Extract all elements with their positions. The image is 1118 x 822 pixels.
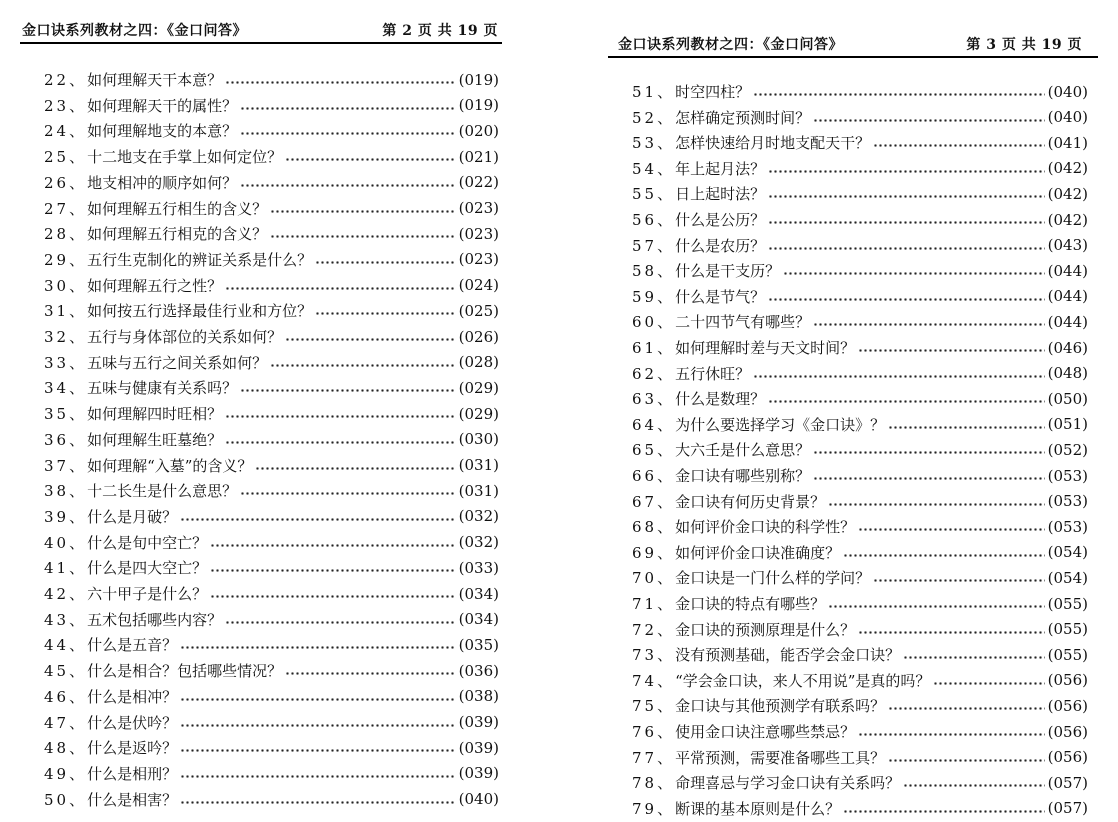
entry-question: “学会金口诀，来人不用说”是真的吗？ [675, 671, 931, 690]
entry-number: 38、 [44, 482, 88, 501]
entry-number: 67、 [632, 492, 676, 511]
toc-entry [44, 401, 499, 426]
toc-entry [44, 632, 499, 657]
entry-question: 什么是相合？包括哪些情况？ [87, 662, 283, 681]
toc-entry [632, 693, 1088, 718]
toc-entry [632, 719, 1088, 744]
entry-number: 51、 [632, 83, 676, 101]
toc-entry [632, 309, 1088, 334]
toc-entry [44, 710, 499, 735]
entry-question: 五行生克制化的辨证关系是什么？ [87, 250, 313, 269]
entry-question: 金口诀的预测原理是什么？ [675, 620, 856, 639]
toc-entry [44, 761, 499, 786]
toc-entry [44, 735, 499, 760]
toc-entry [632, 207, 1088, 232]
entry-number: 31、 [44, 302, 88, 321]
entry-page-number: (056) [1047, 671, 1088, 690]
entry-question: 如何理解地支的本意？ [87, 122, 238, 141]
entry-page-number: (055) [1047, 645, 1088, 664]
dot-leader [240, 389, 456, 392]
entry-page-number: (039) [458, 713, 499, 731]
toc-entry [632, 437, 1088, 462]
toc-entry [44, 324, 499, 349]
entry-number: 68、 [632, 518, 676, 537]
entry-page-number: (044) [1047, 287, 1088, 306]
entry-page-number: (023) [458, 199, 499, 217]
dot-leader [858, 733, 1045, 736]
entry-page-number: (054) [1047, 543, 1088, 562]
entry-number: 77、 [632, 748, 676, 767]
dot-leader [843, 554, 1045, 557]
dot-leader [225, 415, 456, 418]
entry-number: 39、 [44, 507, 88, 526]
header-page-number: 第 3 页 共 19 页 [966, 37, 1082, 53]
entry-number: 41、 [44, 559, 88, 578]
dot-leader [783, 272, 1045, 275]
entry-page-number: (053) [1047, 517, 1088, 536]
entry-page-number: (050) [1047, 389, 1088, 408]
entry-page-number: (044) [1047, 261, 1088, 280]
entry-page-number: (032) [458, 507, 499, 526]
entry-number: 25、 [44, 148, 88, 167]
entry-page-number: (036) [458, 661, 499, 680]
toc-entry [632, 489, 1088, 514]
entry-question: 金口诀是一门什么样的学问？ [675, 569, 871, 588]
dot-leader [240, 107, 456, 110]
header-page-number: 第 2 页 共 19 页 [382, 23, 498, 39]
entry-question: 如何按五行选择最佳行业和方位？ [87, 302, 313, 321]
toc-entry [632, 156, 1088, 181]
dot-leader [180, 518, 456, 521]
entry-number: 70、 [632, 569, 676, 588]
entry-number: 42、 [44, 585, 88, 603]
entry-page-number: (030) [458, 430, 499, 449]
entry-question: 大六壬是什么意思？ [675, 441, 811, 460]
dot-leader [933, 682, 1044, 685]
entry-page-number: (031) [458, 481, 499, 500]
entry-question: 命理喜忌与学习金口诀有关系吗？ [675, 774, 901, 793]
entry-number: 22、 [44, 71, 88, 89]
entry-page-number: (023) [458, 250, 499, 269]
toc-entry [632, 514, 1088, 539]
entry-number: 62、 [632, 364, 676, 383]
entry-page-number: (021) [458, 147, 499, 166]
entry-number: 23、 [44, 96, 88, 115]
entry-number: 59、 [632, 287, 676, 306]
dot-leader [315, 261, 456, 264]
entry-number: 71、 [632, 595, 676, 613]
dot-leader [180, 775, 456, 778]
toc-entry [44, 221, 499, 246]
entry-question: 如何理解生旺墓绝？ [87, 430, 223, 449]
toc-entry [632, 130, 1088, 155]
entry-number: 49、 [44, 764, 88, 783]
entry-page-number: (053) [1047, 466, 1088, 485]
toc-entry [632, 463, 1088, 488]
entry-number: 73、 [632, 646, 676, 665]
entry-question: 什么是旬中空亡？ [87, 533, 208, 552]
dot-leader [210, 569, 456, 572]
entry-number: 79、 [632, 799, 676, 818]
toc-entry [632, 796, 1088, 821]
toc-entry [632, 105, 1088, 130]
toc-entry [632, 540, 1088, 565]
entry-page-number: (043) [1047, 236, 1088, 255]
entry-page-number: (038) [458, 687, 499, 706]
dot-leader [813, 477, 1045, 480]
dot-leader [225, 441, 456, 444]
dot-leader [285, 158, 456, 161]
entry-question: 如何理解四时旺相？ [87, 405, 223, 424]
dot-leader [285, 338, 456, 341]
dot-leader [858, 349, 1045, 352]
toc-entry [44, 478, 499, 503]
toc-entry [632, 617, 1088, 642]
entry-question: 金口诀的特点有哪些？ [675, 595, 826, 613]
entry-number: 46、 [44, 687, 88, 706]
toc-entry [44, 247, 499, 272]
toc-entry [44, 607, 499, 632]
dot-leader [768, 195, 1045, 198]
dot-leader [813, 451, 1045, 454]
entry-number: 69、 [632, 543, 676, 562]
entry-page-number: (024) [458, 276, 499, 295]
toc-entry [632, 642, 1088, 667]
toc-entry [632, 668, 1088, 693]
dot-leader [903, 656, 1045, 659]
entry-page-number: (039) [458, 764, 499, 783]
toc-entry [44, 350, 499, 375]
entry-number: 58、 [632, 262, 676, 281]
toc-entry [44, 427, 499, 452]
entry-number: 45、 [44, 662, 88, 681]
entry-number: 48、 [44, 739, 88, 758]
entry-question: 怎样确定预测时间？ [675, 108, 811, 127]
dot-leader [768, 221, 1045, 224]
dot-leader [873, 144, 1045, 147]
entry-number: 75、 [632, 697, 676, 716]
entry-question: 如何理解时差与天文时间？ [675, 339, 856, 357]
dot-leader [813, 323, 1045, 326]
dot-leader [210, 595, 456, 598]
entry-question: 六十甲子是什么？ [87, 585, 208, 603]
entry-page-number: (035) [458, 635, 499, 654]
dot-leader [240, 184, 456, 187]
entry-question: 地支相冲的顺序如何？ [87, 173, 238, 192]
entry-page-number: (040) [458, 790, 499, 809]
dot-leader [270, 364, 456, 367]
dot-leader [768, 298, 1045, 301]
toc-entry [44, 530, 499, 555]
entry-question: 什么是公历？ [675, 211, 766, 229]
entry-question: 使用金口诀注意哪些禁忌？ [675, 723, 856, 741]
entry-page-number: (040) [1047, 82, 1088, 101]
toc-entry [632, 79, 1088, 104]
entry-page-number: (042) [1047, 210, 1088, 229]
entry-number: 54、 [632, 159, 676, 178]
toc-entry [44, 67, 499, 92]
entry-page-number: (053) [1047, 492, 1088, 511]
entry-number: 72、 [632, 620, 676, 639]
header-rule [20, 42, 502, 44]
entry-number: 50、 [44, 790, 88, 809]
entry-number: 76、 [632, 723, 676, 741]
dot-leader [225, 287, 456, 290]
entry-page-number: (055) [1047, 594, 1088, 613]
dot-leader [888, 759, 1045, 762]
left-page [0, 0, 558, 822]
entry-number: 32、 [44, 328, 88, 346]
entry-page-number: (046) [1047, 338, 1088, 357]
entry-question: 什么是返吟？ [87, 739, 178, 758]
header-title: 金口诀系列教材之四：《金口问答》 [618, 37, 843, 53]
entry-number: 65、 [632, 441, 676, 460]
toc-entry [44, 170, 499, 195]
entry-question: 为什么要选择学习《金口诀》？ [675, 415, 886, 434]
toc-entry [44, 93, 499, 118]
entry-question: 年上起月法？ [675, 159, 766, 178]
dot-leader [828, 605, 1045, 608]
toc-entry [632, 745, 1088, 770]
entry-page-number: (029) [458, 404, 499, 423]
entry-number: 61、 [632, 339, 676, 357]
entry-page-number: (020) [458, 121, 499, 140]
entry-question: 如何理解天干本意？ [87, 71, 223, 89]
entry-number: 57、 [632, 236, 676, 255]
entry-number: 47、 [44, 713, 88, 732]
entry-number: 56、 [632, 211, 676, 229]
dot-leader [225, 621, 456, 624]
entry-number: 36、 [44, 430, 88, 449]
header-rule [608, 56, 1098, 58]
toc-entry [44, 144, 499, 169]
entry-number: 28、 [44, 225, 88, 244]
toc-entry [632, 335, 1088, 360]
entry-question: 金口诀有哪些别称？ [675, 467, 811, 485]
entry-number: 60、 [632, 313, 676, 332]
entry-question: 平常预测，需要准备哪些工具？ [675, 748, 886, 767]
dot-leader [270, 210, 456, 213]
toc-entry [632, 233, 1088, 258]
entry-number: 33、 [44, 353, 88, 372]
dot-leader [843, 810, 1045, 813]
entry-question: 十二长生是什么意思？ [87, 482, 238, 501]
entry-question: 如何理解五行之性？ [87, 276, 223, 295]
toc-entry [632, 284, 1088, 309]
dot-leader [180, 646, 456, 649]
dot-leader [285, 672, 456, 675]
entry-page-number: (022) [458, 173, 499, 192]
entry-page-number: (031) [458, 456, 499, 474]
entry-question: 没有预测基础，能否学会金口诀？ [675, 646, 901, 665]
entry-number: 64、 [632, 415, 676, 434]
entry-question: 怎样快速给月时地支配天干？ [675, 134, 871, 153]
entry-question: 什么是月破？ [87, 507, 178, 526]
entry-page-number: (040) [1047, 108, 1088, 127]
entry-question: 五行休旺？ [675, 364, 751, 383]
entry-page-number: (056) [1047, 696, 1088, 715]
dot-leader [768, 247, 1045, 250]
entry-question: 金口诀有何历史背景？ [675, 492, 826, 511]
entry-number: 27、 [44, 199, 88, 218]
entry-page-number: (057) [1047, 799, 1088, 818]
entry-page-number: (042) [1047, 184, 1088, 203]
dot-leader [210, 544, 456, 547]
entry-page-number: (055) [1047, 620, 1088, 639]
entry-question: 十二地支在手掌上如何定位？ [87, 148, 283, 167]
dot-leader [180, 749, 456, 752]
entry-number: 74、 [632, 671, 676, 690]
entry-question: 如何理解天干的属性？ [87, 96, 238, 115]
entry-number: 43、 [44, 610, 88, 629]
entry-page-number: (026) [458, 327, 499, 346]
dot-leader [753, 375, 1045, 378]
dot-leader [768, 170, 1045, 173]
dot-leader [858, 631, 1045, 634]
entry-question: 五术包括哪些内容？ [87, 610, 223, 629]
entry-number: 53、 [632, 134, 676, 153]
dot-leader [903, 784, 1045, 787]
right-page [560, 0, 1118, 822]
header-title: 金口诀系列教材之四：《金口问答》 [22, 23, 247, 39]
entry-page-number: (042) [1047, 159, 1088, 178]
toc-entry [44, 555, 499, 580]
entry-page-number: (057) [1047, 773, 1088, 792]
dot-leader [888, 426, 1045, 429]
entry-page-number: (052) [1047, 440, 1088, 459]
entry-question: 什么是干支历？ [675, 262, 781, 281]
entry-number: 63、 [632, 390, 676, 409]
toc-entry [632, 386, 1088, 411]
dot-leader [813, 119, 1045, 122]
entry-page-number: (034) [458, 610, 499, 629]
entry-page-number: (054) [1047, 568, 1088, 587]
entry-question: 什么是相刑？ [87, 764, 178, 783]
toc-entry [44, 375, 499, 400]
toc-entry [44, 684, 499, 709]
entry-number: 52、 [632, 108, 676, 127]
dot-leader [888, 707, 1045, 710]
entry-number: 26、 [44, 173, 88, 192]
toc-entry [632, 258, 1088, 283]
dot-leader [180, 801, 456, 804]
toc-entry [632, 591, 1088, 616]
entry-page-number: (039) [458, 738, 499, 757]
entry-number: 55、 [632, 185, 676, 204]
dot-leader [180, 724, 456, 727]
entry-page-number: (029) [458, 378, 499, 397]
entry-question: 二十四节气有哪些？ [675, 313, 811, 332]
entry-page-number: (056) [1047, 748, 1088, 767]
entry-question: 什么是五音？ [87, 636, 178, 655]
entry-question: 五味与五行之间关系如何？ [87, 353, 268, 372]
entry-question: 什么是节气？ [675, 287, 766, 306]
entry-number: 40、 [44, 533, 88, 552]
entry-question: 五味与健康有关系吗？ [87, 379, 238, 398]
dot-leader [240, 132, 456, 135]
entry-page-number: (028) [458, 353, 499, 372]
entry-page-number: (056) [1047, 722, 1088, 741]
entry-number: 34、 [44, 379, 88, 398]
entry-page-number: (041) [1047, 133, 1088, 152]
toc-entry [44, 118, 499, 143]
entry-page-number: (044) [1047, 312, 1088, 331]
entry-page-number: (034) [458, 584, 499, 603]
entry-page-number: (051) [1047, 415, 1088, 434]
dot-leader [315, 312, 456, 315]
toc-entry [632, 770, 1088, 795]
dot-leader [768, 400, 1045, 403]
entry-number: 35、 [44, 405, 88, 424]
toc-entry [44, 787, 499, 812]
entry-number: 30、 [44, 276, 88, 295]
entry-question: 断课的基本原则是什么？ [675, 799, 841, 818]
entry-question: 如何理解“入墓”的含义？ [87, 456, 253, 475]
entry-page-number: (019) [458, 96, 499, 115]
entry-question: 金口诀与其他预测学有联系吗？ [675, 697, 886, 716]
toc-entry [632, 412, 1088, 437]
entry-question: 什么是数理？ [675, 390, 766, 409]
dot-leader [828, 503, 1045, 506]
dot-leader [225, 81, 456, 84]
dot-leader [180, 698, 456, 701]
toc-entry [44, 453, 499, 478]
dot-leader [270, 235, 456, 238]
entry-question: 五行与身体部位的关系如何？ [87, 328, 283, 346]
entry-page-number: (023) [458, 224, 499, 243]
entry-number: 29、 [44, 250, 88, 269]
entry-question: 什么是相害？ [87, 790, 178, 809]
toc-entry [632, 361, 1088, 386]
entry-number: 44、 [44, 636, 88, 655]
entry-page-number: (033) [458, 558, 499, 577]
toc-entry [44, 298, 499, 323]
entry-question: 什么是农历？ [675, 236, 766, 255]
dot-leader [858, 528, 1045, 531]
toc-entry [44, 273, 499, 298]
toc-entry [44, 504, 499, 529]
toc-entry [632, 565, 1088, 590]
dot-leader [873, 579, 1045, 582]
toc-entry [44, 658, 499, 683]
entry-question: 如何评价金口诀准确度？ [675, 543, 841, 562]
entry-question: 如何评价金口诀的科学性？ [675, 518, 856, 537]
dot-leader [753, 93, 1045, 96]
entry-page-number: (019) [458, 70, 499, 89]
dot-leader [255, 467, 455, 470]
entry-page-number: (025) [458, 301, 499, 320]
entry-number: 66、 [632, 467, 676, 485]
entry-question: 什么是四大空亡？ [87, 559, 208, 578]
entry-page-number: (032) [458, 533, 499, 552]
entry-question: 时空四柱？ [675, 83, 751, 101]
toc-entry [44, 196, 499, 221]
entry-number: 78、 [632, 774, 676, 793]
dot-leader [240, 492, 456, 495]
entry-question: 什么是伏吟？ [87, 713, 178, 732]
entry-question: 如何理解五行相生的含义？ [87, 199, 268, 218]
entry-number: 37、 [44, 456, 88, 475]
entry-question: 什么是相冲？ [87, 687, 178, 706]
toc-entry [632, 181, 1088, 206]
toc-entry [44, 581, 499, 606]
entry-page-number: (048) [1047, 364, 1088, 383]
entry-number: 24、 [44, 122, 88, 141]
entry-question: 日上起时法？ [675, 185, 766, 204]
entry-question: 如何理解五行相克的含义？ [87, 225, 268, 244]
